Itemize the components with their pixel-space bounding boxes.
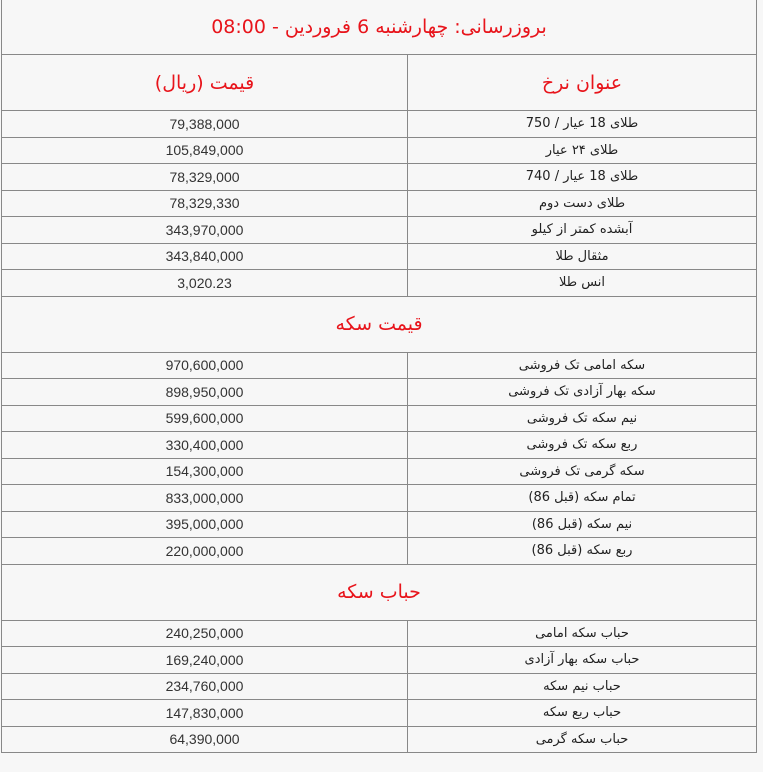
rate-price: 169,240,000 bbox=[2, 647, 408, 674]
rate-price: 395,000,000 bbox=[2, 511, 408, 538]
rate-price: 234,760,000 bbox=[2, 673, 408, 700]
rate-price: 147,830,000 bbox=[2, 700, 408, 727]
rate-name: سکه گرمی تک فروشی bbox=[408, 458, 757, 485]
table-row bbox=[2, 673, 757, 700]
rate-price: 78,329,330 bbox=[2, 190, 408, 217]
rate-price: 343,970,000 bbox=[2, 217, 408, 244]
table-row bbox=[2, 164, 757, 191]
rate-price: 78,329,000 bbox=[2, 164, 408, 191]
rate-name: انس طلا bbox=[408, 270, 757, 297]
header-row bbox=[2, 55, 757, 111]
price-table bbox=[1, 0, 757, 753]
section-row-coins bbox=[2, 296, 757, 352]
rate-price: 898,950,000 bbox=[2, 379, 408, 406]
table-row bbox=[2, 620, 757, 647]
table-row bbox=[2, 647, 757, 674]
rate-name: سکه بهار آزادی تک فروشی bbox=[408, 379, 757, 406]
section-title-coins: قیمت سکه bbox=[2, 296, 757, 352]
title-row bbox=[2, 0, 757, 55]
rate-name: طلای ۲۴ عیار bbox=[408, 137, 757, 164]
rate-name: سکه امامی تک فروشی bbox=[408, 352, 757, 379]
table-row bbox=[2, 137, 757, 164]
rate-price: 343,840,000 bbox=[2, 243, 408, 270]
table-row bbox=[2, 379, 757, 406]
table-row bbox=[2, 538, 757, 565]
rate-name: آبشده کمتر از کیلو bbox=[408, 217, 757, 244]
rate-name: طلای دست دوم bbox=[408, 190, 757, 217]
table-row bbox=[2, 111, 757, 138]
rate-price: 330,400,000 bbox=[2, 432, 408, 459]
table-row bbox=[2, 352, 757, 379]
rate-price: 833,000,000 bbox=[2, 485, 408, 512]
section-title-bubbles: حباب سکه bbox=[2, 564, 757, 620]
update-title: بروزرسانی: چهارشنبه 6 فروردین - 08:00 bbox=[2, 0, 757, 55]
rate-price: 599,600,000 bbox=[2, 405, 408, 432]
table-row bbox=[2, 405, 757, 432]
table-row bbox=[2, 217, 757, 244]
header-name: عنوان نرخ bbox=[408, 55, 757, 111]
rate-name: حباب سکه بهار آزادی bbox=[408, 647, 757, 674]
rate-name: ربع سکه تک فروشی bbox=[408, 432, 757, 459]
rate-name: طلای 18 عیار / 750 bbox=[408, 111, 757, 138]
rate-price: 3,020.23 bbox=[2, 270, 408, 297]
table-row bbox=[2, 726, 757, 753]
rate-name: حباب ربع سکه bbox=[408, 700, 757, 727]
rate-name: ربع سکه (قبل 86) bbox=[408, 538, 757, 565]
rate-name: حباب سکه گرمی bbox=[408, 726, 757, 753]
rate-name: تمام سکه (قبل 86) bbox=[408, 485, 757, 512]
rate-name: نیم سکه (قبل 86) bbox=[408, 511, 757, 538]
rate-name: طلای 18 عیار / 740 bbox=[408, 164, 757, 191]
table-row bbox=[2, 511, 757, 538]
table-row bbox=[2, 190, 757, 217]
table-row bbox=[2, 485, 757, 512]
rate-price: 970,600,000 bbox=[2, 352, 408, 379]
table-row bbox=[2, 700, 757, 727]
rate-name: حباب سکه امامی bbox=[408, 620, 757, 647]
rate-price: 154,300,000 bbox=[2, 458, 408, 485]
table-row bbox=[2, 270, 757, 297]
rate-name: نیم سکه تک فروشی bbox=[408, 405, 757, 432]
table-row bbox=[2, 243, 757, 270]
table-row bbox=[2, 458, 757, 485]
rate-price: 220,000,000 bbox=[2, 538, 408, 565]
rate-price: 105,849,000 bbox=[2, 137, 408, 164]
rate-price: 79,388,000 bbox=[2, 111, 408, 138]
section-row-bubbles bbox=[2, 564, 757, 620]
rate-name: حباب نیم سکه bbox=[408, 673, 757, 700]
table-row bbox=[2, 432, 757, 459]
rate-price: 64,390,000 bbox=[2, 726, 408, 753]
rate-name: مثقال طلا bbox=[408, 243, 757, 270]
rate-price: 240,250,000 bbox=[2, 620, 408, 647]
header-price: قیمت (ریال) bbox=[2, 55, 408, 111]
